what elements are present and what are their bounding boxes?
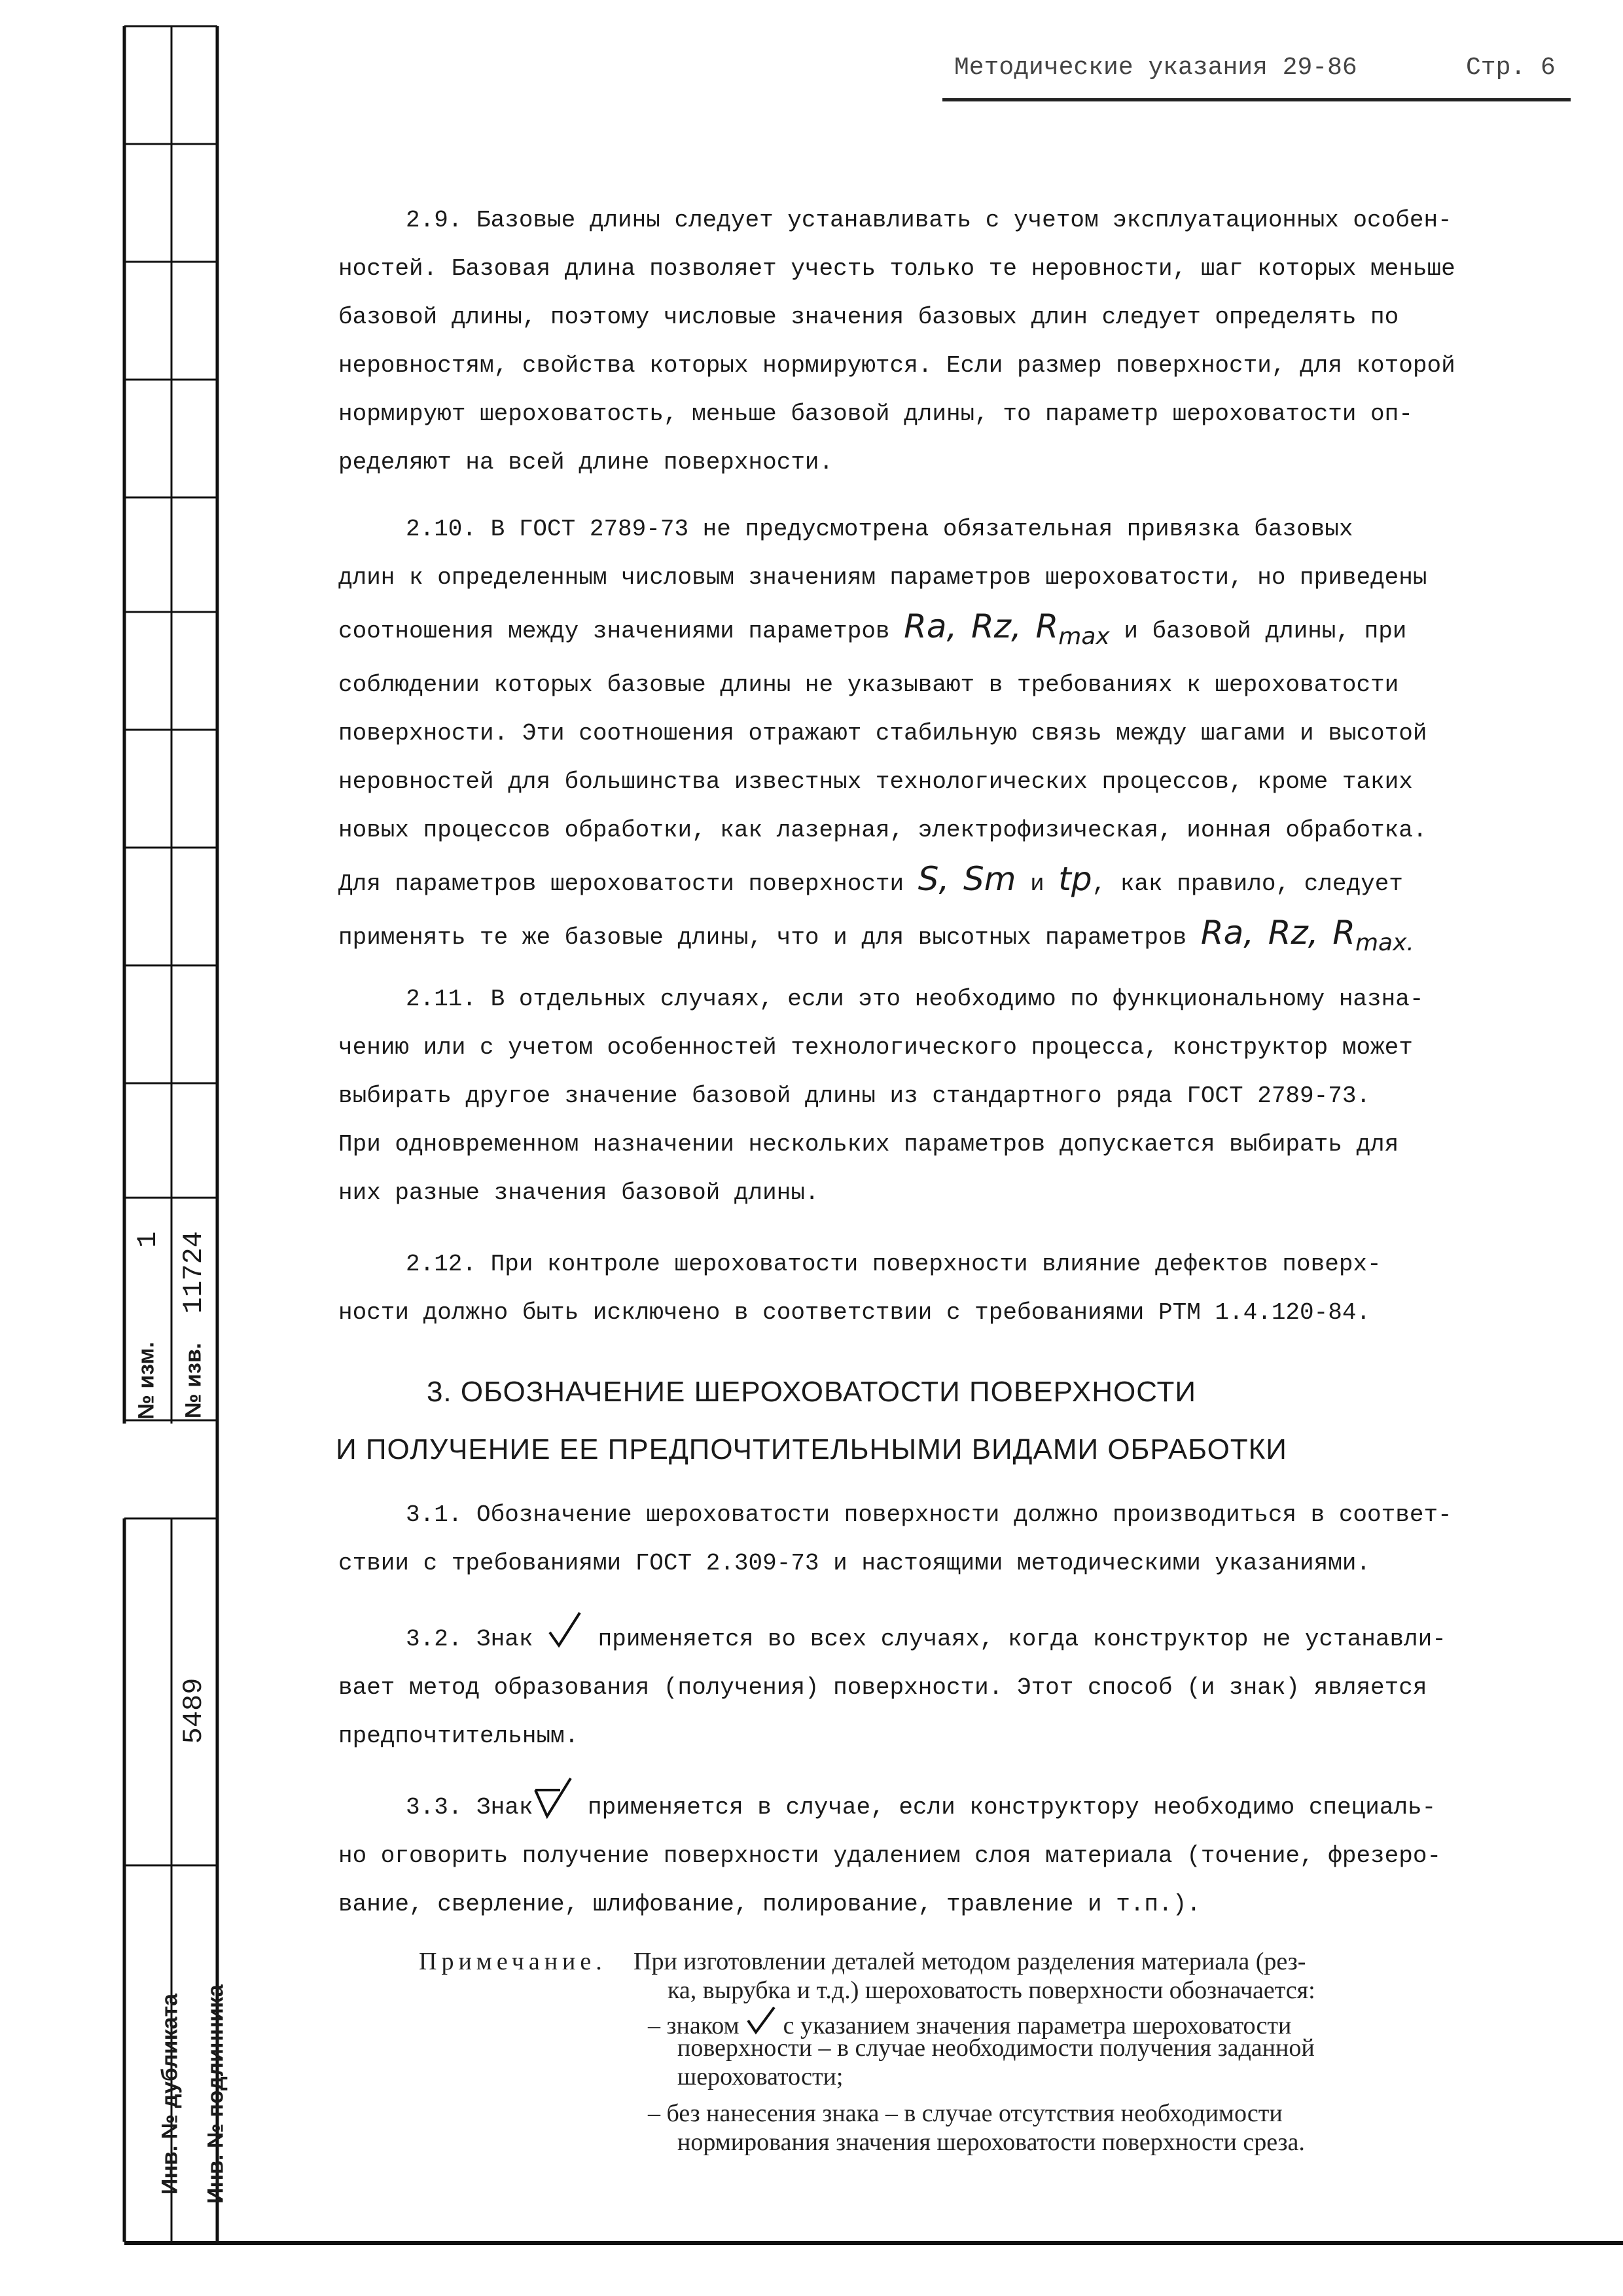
margin-stamp-frame [0, 0, 223, 2296]
note-line: нормирования значения шероховатости поверхности среза. [677, 2128, 1305, 2156]
symbol-ra: Ra, [1200, 914, 1255, 952]
text-fragment: Для параметров шероховатости поверхности [338, 870, 904, 897]
text-line [338, 602, 1556, 661]
header-rule [942, 98, 1571, 101]
text-fragment: применяется во всех случаях, когда конструктор не устанавли- [597, 1626, 1446, 1653]
section-3-title-line-1: 3. ОБОЗНАЧЕНИЕ ШЕРОХОВАТОСТИ ПОВЕРХНОСТИ [426, 1376, 1197, 1408]
symbol-ra: Ra, [904, 607, 957, 645]
change-number-label: № изм. [134, 1342, 159, 1420]
note-line: шероховатости; [677, 2063, 844, 2090]
paragraph-2-9 [338, 196, 1556, 487]
symbol-s: S, [918, 860, 950, 898]
symbol-tp: tp [1058, 860, 1092, 898]
text-line: выбирать другое значение базовой длины из стандартного ряда ГОСТ 2789-73. [338, 1083, 1371, 1109]
text-line: 2.10. В ГОСТ 2789-73 не предусмотрена обязательная привязка базовых [406, 516, 1353, 543]
page-number: Стр. 6 [1466, 54, 1556, 82]
text-fragment: и [1030, 870, 1044, 897]
symbol-sm: Sm [963, 860, 1016, 898]
note-label: Примечание. [419, 1948, 607, 1975]
text-line: базовой длины, поэтому числовые значения базовых длин следует определять по [338, 304, 1399, 331]
text-line: ствии с требованиями ГОСТ 2.309-73 и настоящими методическими указаниями. [338, 1550, 1371, 1577]
note-fragment: – знаком [648, 2012, 740, 2039]
symbol-max: max [1058, 623, 1110, 650]
text-line [338, 855, 1556, 908]
symbol-r: R [1332, 914, 1355, 952]
text-fragment: соотношения между значениями параметров [338, 618, 890, 645]
text-fragment: 3.3. Знак [406, 1794, 533, 1821]
text-fragment: применять те же базовые длины, что и для высотных параметров [338, 924, 1187, 951]
text-line: ределяют на всей длине поверхности. [338, 449, 834, 476]
text-fragment: , как правило, следует [1092, 870, 1403, 897]
paragraph-2-12 [338, 1240, 1556, 1337]
paragraph-3-1 [338, 1491, 1556, 1588]
roughness-material-removal-sign-icon [533, 1777, 573, 1819]
note-line: При изготовлении деталей методом разделения материала (рез- [633, 1948, 1306, 1975]
text-line: чению или с учетом особенностей технологического процесса, конструктор может [338, 1034, 1413, 1061]
text-line: неровностям, свойства которых нормируются. Если размер поверхности, для которой [338, 352, 1455, 379]
notice-number-value: 11724 [178, 1230, 209, 1314]
text-line: предпочтительным. [338, 1723, 579, 1749]
symbol-r: R [1035, 607, 1059, 645]
paragraph-3-2 [338, 1610, 1556, 1761]
text-line: новых процессов обработки, как лазерная, электрофизическая, ионная обработка. [338, 817, 1427, 844]
inventory-number-value: 5489 [178, 1677, 209, 1744]
text-line: вает метод образования (получения) поверхности. Этот способ (и знак) является [338, 1674, 1427, 1701]
text-fragment: и базовой длины, при [1124, 618, 1407, 645]
duplicate-inventory-label: Инв. № дубликата [157, 1993, 183, 2195]
text-line: ности должно быть исключено в соответствии с требованиями РТМ 1.4.120-84. [338, 1299, 1371, 1326]
paragraph-2-11 [338, 975, 1556, 1217]
text-line: 3.1. Обозначение шероховатости поверхности должно производиться в соответ- [406, 1501, 1452, 1528]
change-number-value: 1 [132, 1231, 164, 1248]
text-line: неровностей для большинства известных технологических процессов, кроме таких [338, 768, 1413, 795]
roughness-basic-sign-icon [745, 2005, 777, 2036]
text-line: но оговорить получение поверхности удалением слоя материала (точение, фрезеро- [338, 1842, 1442, 1869]
roughness-basic-sign-icon [547, 1610, 584, 1649]
text-line: нормируют шероховатость, меньше базовой длины, то параметр шероховатости оп- [338, 401, 1413, 427]
paragraph-3-3 [338, 1777, 1556, 1929]
text-line: 2.9. Базовые длины следует устанавливать с учетом эксплуатационных особен- [406, 207, 1452, 234]
notice-number-label: № изв. [181, 1342, 206, 1419]
text-line: поверхности. Эти соотношения отражают стабильную связь между шагами и высотой [338, 720, 1427, 747]
text-line [338, 1610, 1556, 1664]
original-inventory-label: Инв. № подлинника [203, 1984, 228, 2204]
note-line: поверхности – в случае необходимости получения заданной [677, 2034, 1315, 2062]
text-fragment: 3.2. Знак [406, 1626, 533, 1653]
text-fragment: применяется в случае, если конструктору необходимо специаль- [588, 1794, 1436, 1821]
text-line [338, 1777, 1556, 1832]
paragraph-2-10 [338, 505, 1556, 967]
symbol-max: max. [1355, 929, 1414, 956]
text-line: соблюдении которых базовые длины не указывают в требованиях к шероховатости [338, 672, 1399, 698]
note-list-item: – без нанесения знака – в случае отсутствия необходимости [648, 2100, 1283, 2127]
text-line: длин к определенным числовым значениям параметров шероховатости, но приведены [338, 564, 1427, 591]
page-header [942, 54, 1564, 86]
text-line: 2.11. В отдельных случаях, если это необходимо по функциональному назна- [406, 986, 1424, 1013]
text-line: 2.12. При контроле шероховатости поверхности влияние дефектов поверх- [406, 1251, 1382, 1278]
text-line: них разные значения базовой длины. [338, 1179, 819, 1206]
note-fragment: с указанием значения параметра шероховатости [783, 2012, 1292, 2039]
symbol-rz: Rz, [1268, 914, 1319, 952]
text-line [338, 908, 1556, 967]
note-line: ка, вырубка и т.д.) шероховатость поверхности обозначается: [668, 1977, 1315, 2004]
text-line: вание, сверление, шлифование, полирование, травление и т.п.). [338, 1891, 1201, 1918]
symbol-rz: Rz, [971, 607, 1022, 645]
text-line: ностей. Базовая длина позволяет учесть только те неровности, шаг которых меньше [338, 255, 1455, 282]
bottom-rule [124, 2241, 1623, 2245]
document-title: Методические указания 29-86 [954, 54, 1357, 82]
text-line: При одновременном назначении нескольких параметров допускается выбирать для [338, 1131, 1399, 1158]
section-3-title-line-2: И ПОЛУЧЕНИЕ ЕЕ ПРЕДПОЧТИТЕЛЬНЫМИ ВИДАМИ ОБРАБОТКИ [336, 1433, 1287, 1465]
